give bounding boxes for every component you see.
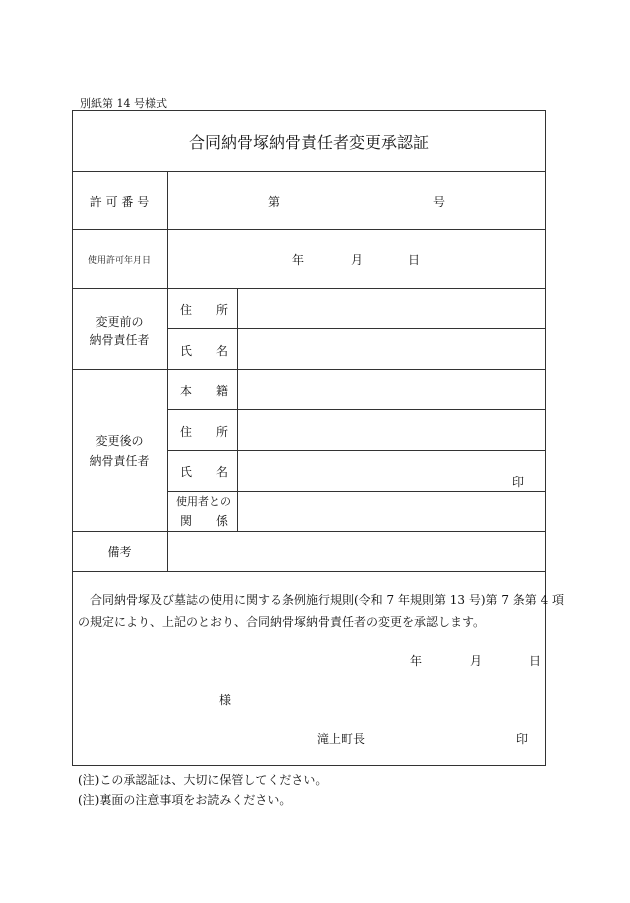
recipient-honorific: 様 (219, 693, 232, 707)
permit-date-day: 日 (408, 253, 421, 267)
permit-date-label: 使用許可年月日 (87, 256, 151, 266)
permit-number-field[interactable] (290, 180, 420, 220)
permit-number-go: 号 (433, 195, 446, 209)
mayor-title: 滝上町長 (317, 732, 366, 746)
remarks-field[interactable] (170, 533, 544, 570)
approval-year: 年 (410, 654, 423, 668)
remarks-label: 備考 (107, 545, 132, 559)
new-domicile-label: 本 籍 (180, 384, 229, 398)
new-address-label: 住 所 (180, 425, 229, 439)
new-holder-label-line2: 納骨責任者 (89, 454, 150, 468)
row-divider (167, 328, 546, 329)
permit-number-label: 許 可 番 号 (89, 195, 150, 209)
new-name-label: 氏 名 (180, 465, 229, 479)
row-divider (72, 229, 546, 230)
form-number: 別紙第 14 号様式 (80, 97, 167, 110)
row-divider (72, 288, 546, 289)
permit-date-year: 年 (292, 253, 305, 267)
row-divider (72, 171, 546, 172)
previous-name-field[interactable] (240, 330, 544, 368)
permit-date-month: 月 (351, 253, 364, 267)
approval-day: 日 (529, 654, 542, 668)
relation-label-line1: 使用者との (176, 495, 231, 508)
previous-holder-label-line2: 納骨責任者 (89, 333, 150, 347)
relation-field[interactable] (240, 493, 544, 530)
previous-name-label: 氏 名 (180, 344, 229, 358)
document-title: 合同納骨塚納骨責任者変更承認証 (188, 133, 429, 152)
previous-address-field[interactable] (240, 290, 544, 327)
approval-month: 月 (470, 654, 483, 668)
recipient-field[interactable] (90, 684, 210, 712)
previous-holder-label-line1: 変更前の (95, 315, 144, 329)
new-holder-label-line1: 変更後の (95, 434, 144, 448)
column-divider (237, 288, 238, 531)
permit-date-field[interactable] (180, 238, 530, 278)
note-2: (注)裏面の注意事項をお読みください。 (78, 793, 292, 807)
new-address-field[interactable] (240, 411, 544, 449)
row-divider (167, 409, 546, 410)
note-1: (注)この承認証は、大切に保管してください。 (78, 773, 328, 787)
mayor-seal: 印 (516, 732, 529, 746)
new-domicile-field[interactable] (240, 371, 544, 408)
row-divider (167, 491, 546, 492)
row-divider (72, 571, 546, 572)
new-name-field[interactable] (240, 452, 500, 490)
previous-address-label: 住 所 (180, 303, 229, 317)
permit-number-dai: 第 (268, 195, 281, 209)
row-divider (72, 369, 546, 370)
column-divider (167, 171, 168, 571)
statement-line-2: の規定により、上記のとおり、合同納骨塚納骨責任者の変更を承認します。 (78, 615, 486, 629)
new-holder-seal: 印 (512, 475, 525, 489)
statement-line-1: 合同納骨塚及び墓誌の使用に関する条例施行規則(令和 7 年規則第 13 号)第 7 条第 4 項 (78, 593, 565, 607)
row-divider (72, 531, 546, 532)
row-divider (167, 450, 546, 451)
relation-label-line2: 関 係 (180, 514, 229, 528)
